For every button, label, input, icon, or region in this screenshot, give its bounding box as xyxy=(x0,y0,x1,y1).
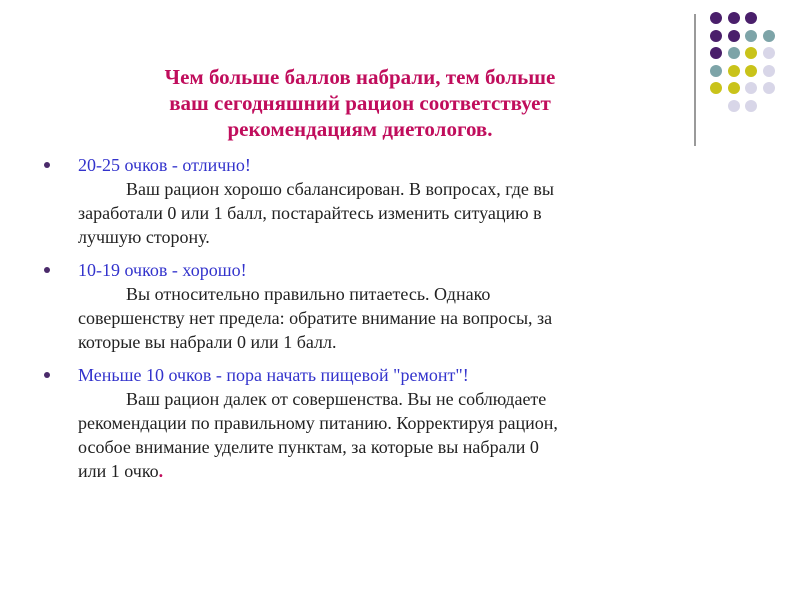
description-line: которые вы набрали 0 или 1 балл. xyxy=(78,332,337,352)
decorative-dot xyxy=(745,47,757,59)
description-line: рекомендации по правильному питанию. Корректируя рацион, xyxy=(78,413,558,433)
bullet-item-20-25 xyxy=(78,153,688,177)
decorative-dot xyxy=(763,82,775,94)
decorative-dot xyxy=(745,30,757,42)
end-mark: . xyxy=(158,461,164,481)
decorative-dot xyxy=(745,82,757,94)
description-line: Ваш рацион хорошо сбалансирован. В вопросах, где вы xyxy=(126,179,554,199)
description-line: заработали 0 или 1 балл, постарайтесь изменить ситуацию в xyxy=(78,203,542,223)
decorative-dot xyxy=(745,65,757,77)
description-line: особое внимание уделите пунктам, за которые вы набрали 0 xyxy=(78,437,539,457)
bullet-description xyxy=(78,387,688,483)
decorative-dot xyxy=(728,30,740,42)
bullet-dot-icon xyxy=(44,372,50,378)
bullet-list xyxy=(78,153,688,492)
decorative-dot xyxy=(710,47,722,59)
decorative-dot xyxy=(728,82,740,94)
bullet-heading: 10-19 очков - хорошо! xyxy=(78,260,247,280)
decorative-dot xyxy=(745,12,757,24)
decorative-dot xyxy=(728,12,740,24)
bullet-dot-icon xyxy=(44,267,50,273)
description-line: лучшую сторону. xyxy=(78,227,210,247)
decorative-dot xyxy=(710,65,722,77)
bullet-dot-icon xyxy=(44,162,50,168)
decorative-dot xyxy=(745,100,757,112)
decorative-dot xyxy=(728,100,740,112)
description-line: совершенству нет предела: обратите внимание на вопросы, за xyxy=(78,308,553,328)
decorative-dot xyxy=(763,47,775,59)
description-line: Вы относительно правильно питаетесь. Однако xyxy=(126,284,491,304)
decorative-dot xyxy=(728,47,740,59)
title-line-1: Чем больше баллов набрали, тем больше xyxy=(164,65,556,89)
description-line: или 1 очко xyxy=(78,461,159,481)
title-line-2: ваш сегодняшний рацион соответствует xyxy=(169,91,551,115)
bullet-heading: 20-25 очков - отлично! xyxy=(78,155,251,175)
decorative-dot xyxy=(763,30,775,42)
description-line: Ваш рацион далек от совершенства. Вы не соблюдаете xyxy=(126,389,547,409)
slide-title xyxy=(40,64,680,142)
bullet-item-under-10 xyxy=(78,363,688,387)
decorative-dot xyxy=(763,65,775,77)
decorative-dot xyxy=(710,30,722,42)
decorative-dot xyxy=(710,82,722,94)
decorative-dot xyxy=(710,12,722,24)
bullet-item-10-19 xyxy=(78,258,688,282)
bullet-description xyxy=(78,282,688,354)
title-line-3: рекомендациям диетологов. xyxy=(227,117,493,141)
bullet-heading: Меньше 10 очков - пора начать пищевой "ремонт"! xyxy=(78,365,469,385)
decorative-divider xyxy=(694,14,696,146)
decorative-dot xyxy=(728,65,740,77)
bullet-description xyxy=(78,177,688,249)
